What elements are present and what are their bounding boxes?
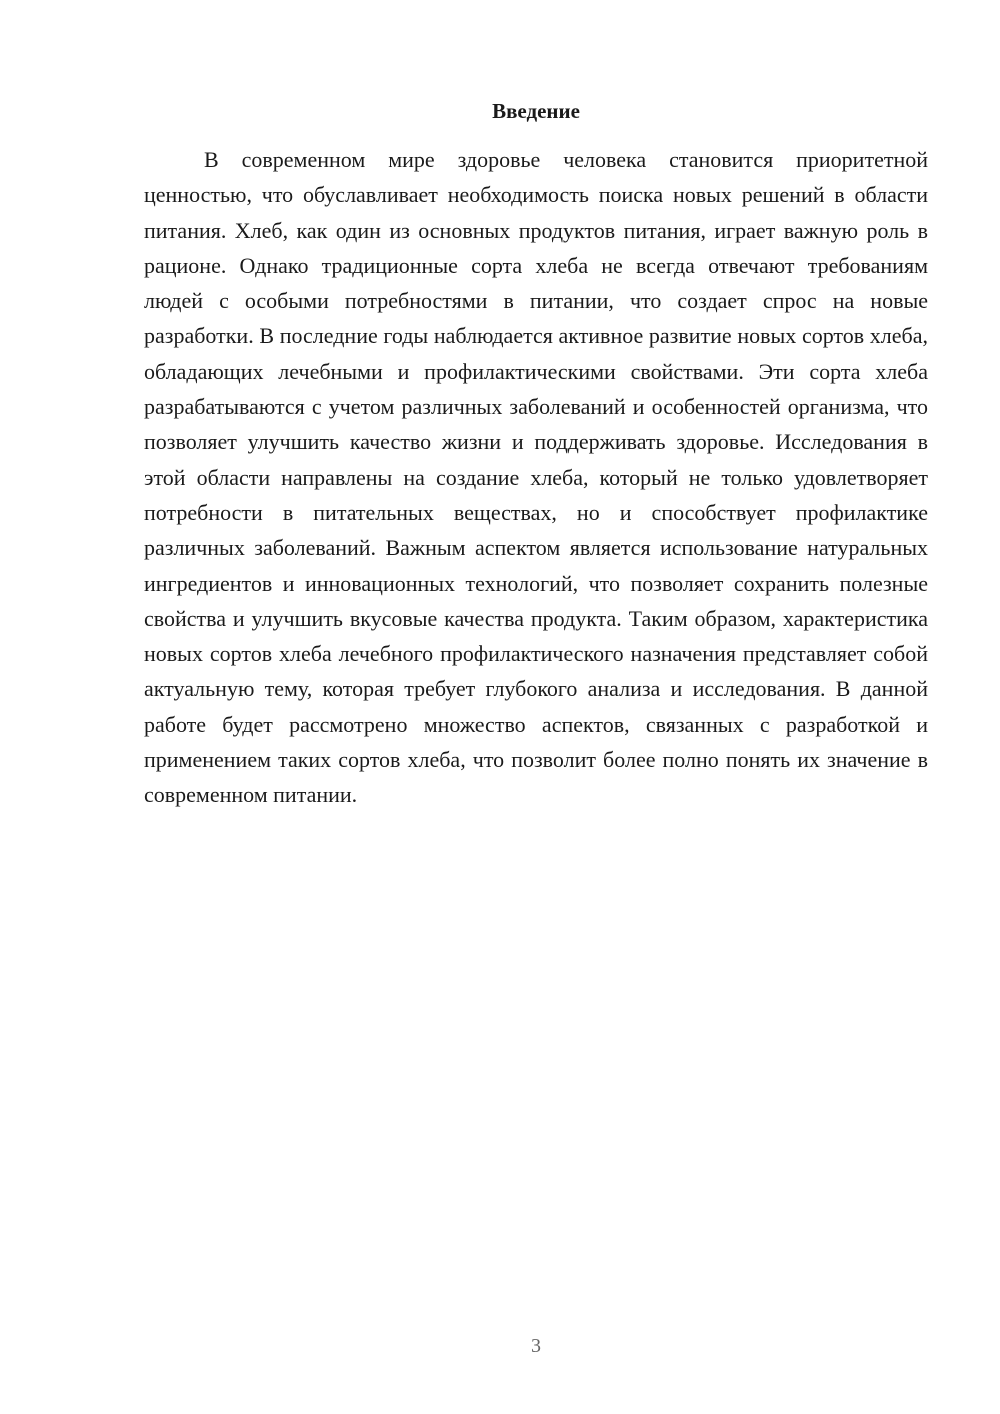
introduction-paragraph: В современном мире здоровье человека становится приоритетной ценностью, что обуславливает необходимость поиска новых решений в области питания. Хлеб, как один из основных продуктов питания, играет важную роль в рационе. Однако традиционные сорта хлеба не всегда отвечают требованиям людей с особыми потребностями в питании, что создает спрос на новые разработки. В последние годы наблюдается активное развитие новых сортов хлеба, обладающих лечебными и профилактическими свойствами. Эти сорта хлеба разрабатываются с учетом различных заболеваний и особенностей организма, что позволяет улучшить качество жизни и поддерживать здоровье. Исследования в этой области направлены на создание хлеба, который не только удовлетворяет потребности в питательных веществах, но и способствует профилактике различных заболеваний. Важным аспектом является использование натуральных ингредиентов и инновационных технологий, что позволяет сохранить полезные свойства и улучшить вкусовые качества продукта. Таким образом, характеристика новых сортов хлеба лечебного профилактического назначения представляет собой актуальную тему, которая требует глубокого анализа и исследования. В данной работе будет рассмотрено множество аспектов, связанных с разработкой и применением таких сортов хлеба, что позволит более полно понять их значение в современном питании. (144, 147, 928, 808)
page-number: 3 (531, 1335, 541, 1357)
section-heading: Введение (492, 99, 580, 123)
